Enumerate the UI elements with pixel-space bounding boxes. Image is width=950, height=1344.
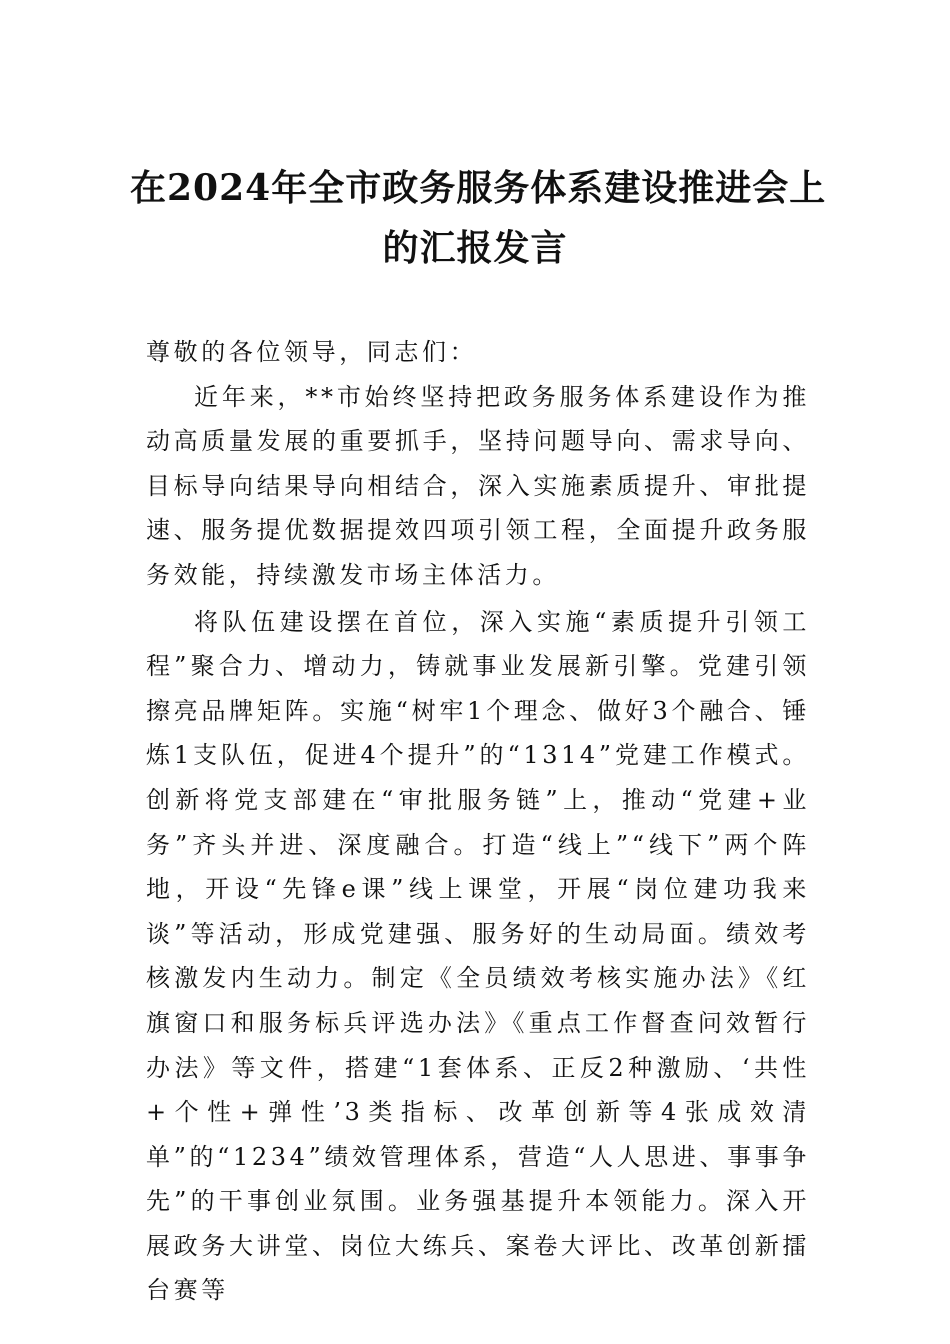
title-line-2: 的汇报发言 xyxy=(382,227,568,269)
title-line-1: 在2024年全市政务服务体系建设推进会上 xyxy=(130,167,827,209)
paragraph-team-building: 将队伍建设摆在首位，深入实施“素质提升引领工程”聚合力、增动力，铸就事业发展新引擎。党建引领擦亮品牌矩阵。实施“树牢1个理念、做好3个融合、锤炼1支队伍，促进4个提升”的“1314”党建工作模式。创新将党支部建在“审批服务链”上，推动“党建+业务”齐头并进、深度融合。打造“线上”“线下”两个阵地，开设“先锋e课”线上课堂，开展“岗位建功我来谈”等活动，形成党建强、服务好的生动局面。绩效考核激发内生动力。制定《全员绩效考核实施办法》《红旗窗口和服务标兵评选办法》《重点工作督查问效暂行办法》等文件，搭建“1套体系、正反2种激励、‘共性+个性+弹性’3类指标、改革创新等4张成效清单”的“1234”绩效管理体系，营造“人人思进、事事争先”的干事创业氛围。业务强基提升本领能力。深入开展政务大讲堂、岗位大练兵、案卷大评比、改革创新擂台赛等 xyxy=(146,607,810,1305)
salutation: 尊敬的各位领导，同志们： xyxy=(146,338,478,366)
document-body xyxy=(146,330,810,1313)
document-title xyxy=(130,158,827,278)
paragraph-intro: 近年来，**市始终坚持把政务服务体系建设作为推动高质量发展的重要抓手，坚持问题导向、需求导向、目标导向结果导向相结合，深入实施素质提升、审批提速、服务提优数据提效四项引领工程，全面提升政务服务效能，持续激发市场主体活力。 xyxy=(146,382,810,589)
